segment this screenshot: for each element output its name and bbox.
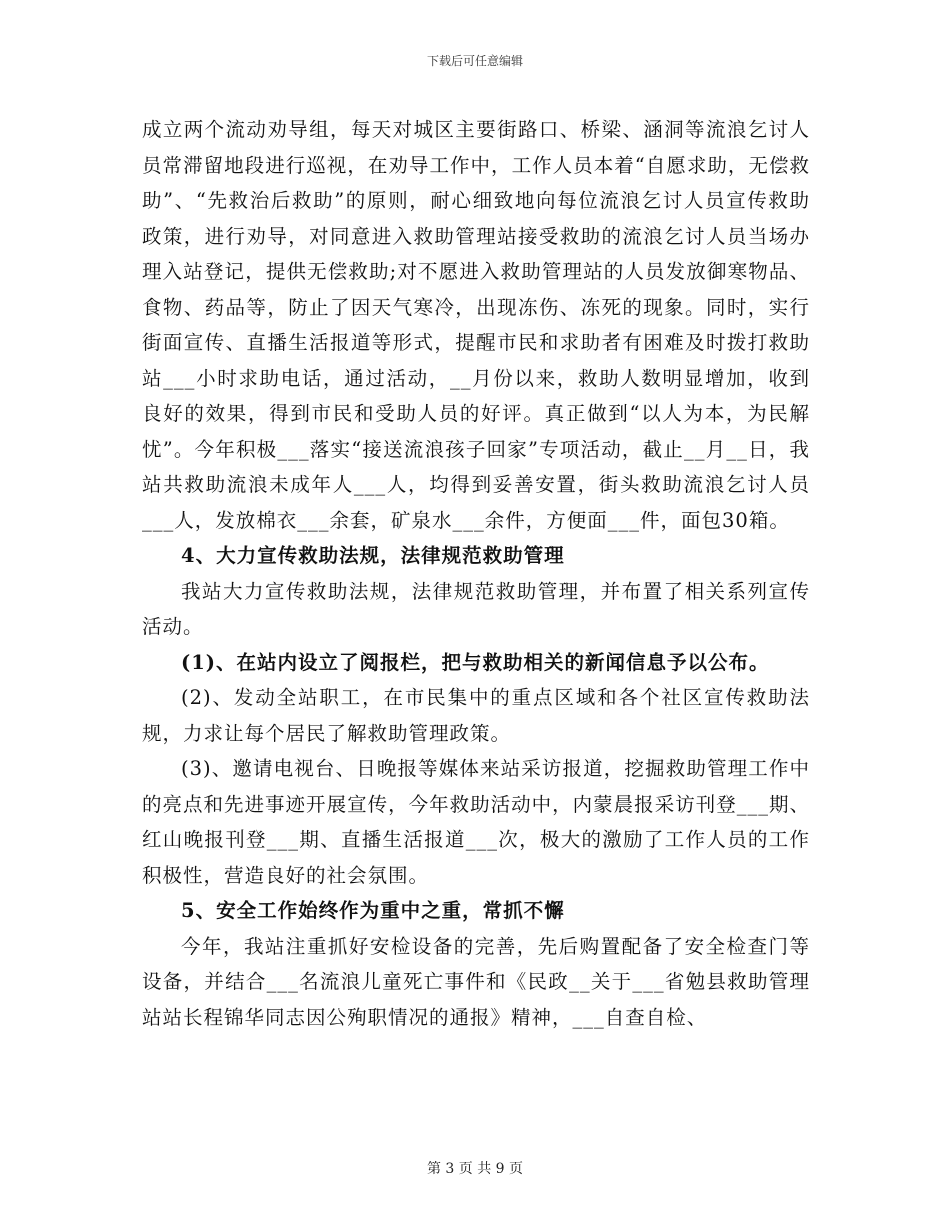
heading-section-5: 5、安全工作始终作为重中之重，常抓不懈 <box>181 899 565 922</box>
paragraph-safety: 今年，我站注重抓好安检设备的完善，先后购置配备了安全检查门等设备，并结合___名流浪儿童死亡事件和《民政__关于___省勉县救助管理站站长程锦华同志因公殉职情况的通报》精神，___自查自检、 <box>142 934 810 1029</box>
paragraph-publicity-intro: 我站大力宣传救助法规，法律规范救助管理，并布置了相关系列宣传活动。 <box>142 579 810 638</box>
list-item-3-media-coverage: (3)、邀请电视台、日晚报等媒体来站采访报道，挖掘救助管理工作中的亮点和先进事迹开展宣传，今年救助活动中，内蒙晨报采访刊登___期、红山晚报刊登___期、直播生活报道___次，极大的激励了工作人员的工作积极性，营造良好的社会氛围。 <box>142 757 810 887</box>
list-item-1-bulletin-board: (1)、在站内设立了阅报栏，把与救助相关的新闻信息予以公布。 <box>181 650 770 674</box>
heading-section-4: 4、大力宣传救助法规，法律规范救助管理 <box>181 544 565 567</box>
page-header-note: 下载后可任意编辑 <box>426 54 523 68</box>
list-item-2-community-publicity: (2)、发动全站职工，在市民集中的重点区域和各个社区宣传救助法规，力求让每个居民了解救助管理政策。 <box>142 686 810 745</box>
paragraph-outreach: 成立两个流动劝导组，每天对城区主要街路口、桥梁、涵洞等流浪乞讨人员常滞留地段进行巡视，在劝导工作中，工作人员本着“自愿求助，无偿救助”、“先救治后救助”的原则，耐心细致地向每位流浪乞讨人员宣传救助政策，进行劝导，对同意进入救助管理站接受救助的流浪乞讨人员当场办理入站登记，提供无偿救助;对不愿进入救助管理站的人员发放御寒物品、食物、药品等，防止了因天气寒冷，出现冻伤、冻死的现象。同时，实行街面宣传、直播生活报道等形式，提醒市民和求助者有困难及时拨打救助站___小时求助电话，通过活动，__月份以来，救助人数明显增加，收到良好的效果，得到市民和受助人员的好评。真正做到“以人为本，为民解忧”。今年积极___落实“接送流浪孩子回家”专项活动，截止__月__日，我站共救助流浪未成年人___人，均得到妥善安置，街头救助流浪乞讨人员___人，发放棉衣___余套，矿泉水___余件，方便面___件，面包30箱。 <box>142 118 810 532</box>
page-number: 第 3 页 共 9 页 <box>426 1161 524 1177</box>
document-body <box>142 112 810 1035</box>
